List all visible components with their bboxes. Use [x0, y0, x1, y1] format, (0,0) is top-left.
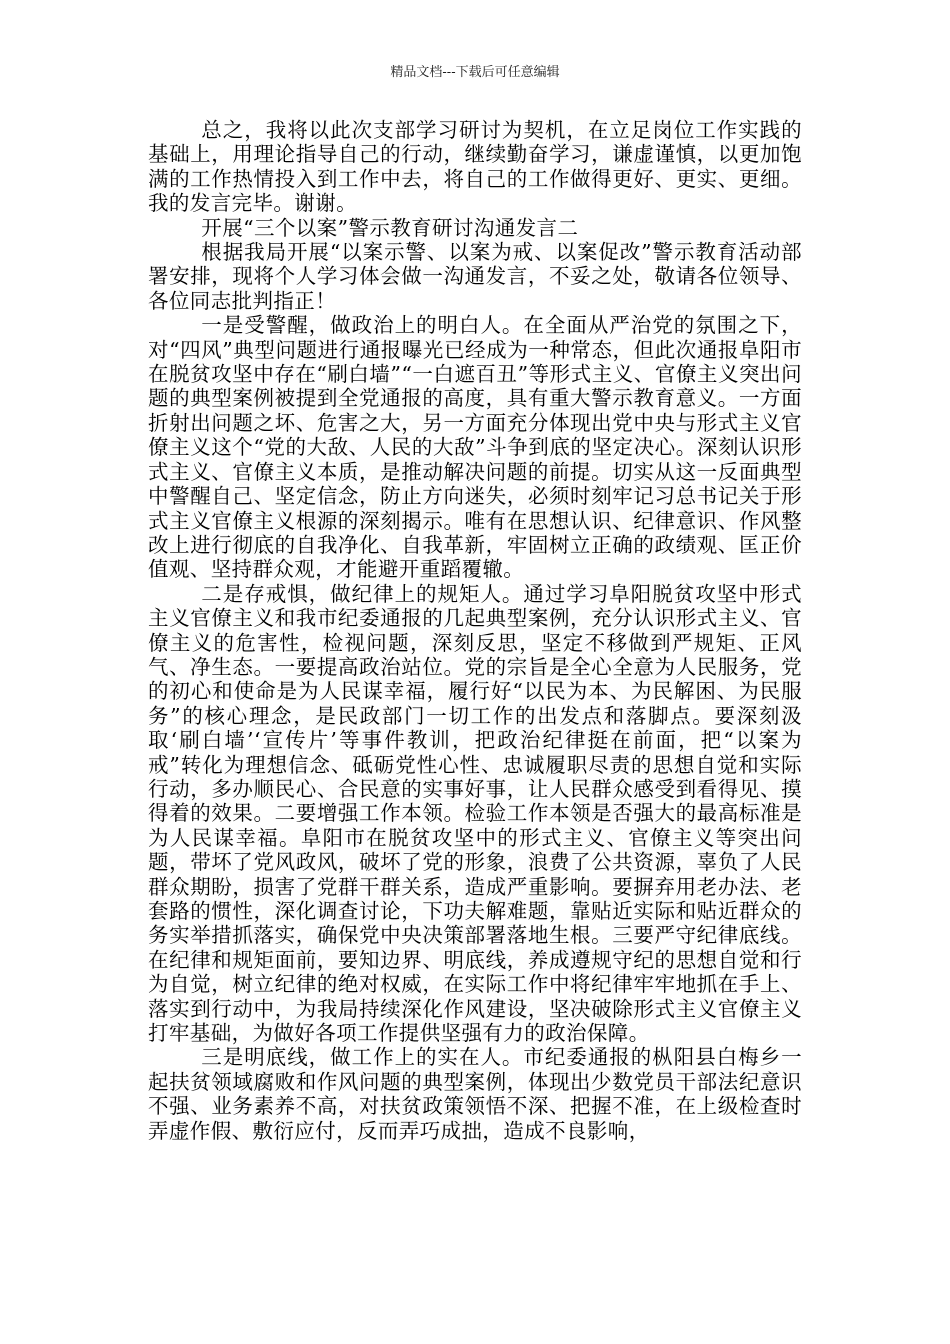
point-one-paragraph: 一是受警醒，做政治上的明白人。在全面从严治党的氛围之下，对“四风”典型问题进行通报曝光已经成为一种常态，但此次通报阜阳市在脱贫攻坚中存在“刷白墙”“一白遮百丑”等形式主义、官僚主义突出问题的典型案例被提到全党通报的高度，具有重大警示教育意义。一方面折射出问题之坏、危害之大，另一方面充分体现出党中央与形式主义官僚主义这个“党的大敌、人民的大敌”斗争到底的坚定决心。深刻认识形式主义、官僚主义本质，是推动解决问题的前提。切实从这一反面典型中警醒自己、坚定信念，防止方向迷失，必须时刻牢记习总书记关于形式主义官僚主义根源的深刻揭示。唯有在思想认识、纪律意识、作风整改上进行彻底的自我净化、自我革新，牢固树立正确的政绩观、匡正价值观、坚持群众观，才能避开重蹈覆辙。	[148, 313, 802, 582]
section-title: 开展“三个以案”警示教育研讨沟通发言二	[201, 215, 579, 240]
page-header: 精品文档---下载后可任意编辑	[390, 65, 560, 80]
intro-paragraph: 根据我局开展“以案示警、以案为戒、以案促改”警示教育活动部署安排，现将个人学习体会做一沟通发言，不妥之处，敬请各位领导、各位同志批判指正！	[148, 240, 802, 313]
document-body	[148, 118, 802, 1143]
closing-paragraph: 总之，我将以此次支部学习研讨为契机，在立足岗位工作实践的基础上，用理论指导自己的行动，继续勤奋学习，谦虚谨慎，以更加饱满的工作热情投入到工作中去，将自己的工作做得更好、更实、更细。我的发言完毕。谢谢。	[148, 118, 802, 216]
point-two-paragraph: 二是存戒惧，做纪律上的规矩人。通过学习阜阳脱贫攻坚中形式主义官僚主义和我市纪委通报的几起典型案例，充分认识形式主义、官僚主义的危害性，检视问题，深刻反思，坚定不移做到严规矩、正风气、净生态。一要提高政治站位。党的宗旨是全心全意为人民服务，党的初心和使命是为人民谋幸福，履行好“以民为本、为民解困、为民服务”的核心理念，是民政部门一切工作的出发点和落脚点。要深刻汲取‘刷白墙’‘宣传片’等事件教训，把政治纪律挺在前面，把“以案为戒”转化为理想信念、砥砺党性心性、忠诚履职尽责的思想自觉和实际行动，多办顺民心、合民意的实事好事，让人民群众感受到看得见、摸得着的效果。二要增强工作本领。检验工作本领是否强大的最高标准是为人民谋幸福。阜阳市在脱贫攻坚中的形式主义、官僚主义等突出问题，带坏了党风政风，破坏了党的形象，浪费了公共资源，辜负了人民群众期盼，损害了党群干群关系，造成严重影响。要摒弃用老办法、老套路的惯性，深化调查讨论，下功夫解难题，靠贴近实际和贴近群众的务实举措抓落实，确保党中央决策部署落地生根。三要严守纪律底线。在纪律和规矩面前，要知边界、明底线，养成遵规守纪的思想自觉和行为自觉，树立纪律的绝对权威，在实际工作中将纪律牢牢地抓在手上、落实到行动中，为我局持续深化作风建设，坚决破除形式主义官僚主义打牢基础，为做好各项工作提供坚强有力的政治保障。	[148, 581, 802, 1046]
point-three-paragraph: 三是明底线，做工作上的实在人。市纪委通报的枞阳县白梅乡一起扶贫领域腐败和作风问题的典型案例，体现出少数党员干部法纪意识不强、业务素养不高，对扶贫政策领悟不深、把握不准，在上级检查时弄虚作假、敷衍应付，反而弄巧成拙，造成不良影响，	[148, 1045, 802, 1143]
